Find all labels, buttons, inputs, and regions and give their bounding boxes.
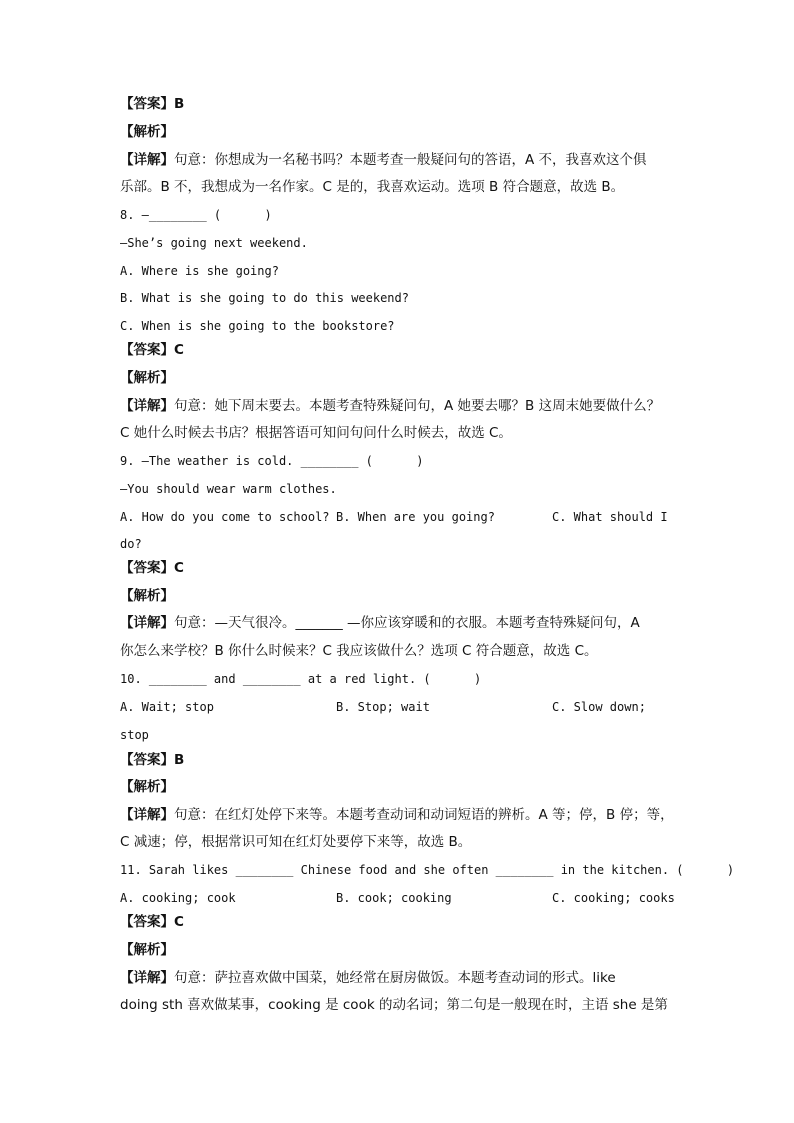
detail-text: 句意：在红灯处停下来等。本题考查动词和动词短语的辨析。A 等；停，B 停；等， — [174, 807, 674, 823]
answer-label: 【解析】 — [120, 124, 174, 140]
explanation-line — [120, 807, 674, 823]
text-line: stop — [120, 728, 149, 742]
detail-text: 句意：你想成为一名秘书吗？本题考查一般疑问句的答语，A 不，我喜欢这个俱 — [174, 152, 647, 168]
detail-label: 【详解】 — [120, 615, 174, 631]
option-c: C. What should I — [552, 510, 668, 524]
explanation-line — [120, 615, 640, 631]
detail-label: 【详解】 — [120, 398, 174, 414]
detail-text: 句意：—天气很冷。_______ —你应该穿暖和的衣服。本题考查特殊疑问句，A — [174, 615, 640, 631]
detail-label: 【详解】 — [120, 807, 174, 823]
detail-text: 句意：萨拉喜欢做中国菜，她经常在厨房做饭。本题考查动词的形式。like — [174, 970, 616, 986]
option-b: B. cook; cooking — [336, 891, 452, 905]
answer-label: 【解析】 — [120, 942, 174, 958]
option-a: A. Wait; stop — [120, 700, 214, 714]
answer-label: 【答案】C — [120, 914, 184, 930]
explanation-line: doing sth 喜欢做某事，cooking 是 cook 的动名词；第二句是一般现在时，主语 she 是第 — [120, 997, 668, 1013]
option-c: C. Slow down; — [552, 700, 646, 714]
explanation-line — [120, 398, 660, 414]
explanation-line: 你怎么来学校？B 你什么时候来？C 我应该做什么？选项 C 符合题意，故选 C。 — [120, 643, 598, 659]
explanation-line: C 减速；停，根据常识可知在红灯处要停下来等，故选 B。 — [120, 834, 472, 850]
detail-label: 【详解】 — [120, 152, 174, 168]
options-row — [120, 890, 720, 906]
explanation-line — [120, 152, 647, 168]
question-stem: 9. —The weather is cold. ________ ( ) — [120, 454, 424, 468]
text-line: B. What is she going to do this weekend? — [120, 291, 409, 305]
explanation-line: 乐部。B 不，我想成为一名作家。C 是的，我喜欢运动。选项 B 符合题意，故选 B。 — [120, 179, 625, 195]
explanation-line: C 她什么时候去书店？根据答语可知问句问什么时候去，故选 C。 — [120, 425, 512, 441]
option-a: A. How do you come to school? — [120, 510, 330, 524]
text-line: do? — [120, 537, 142, 551]
answer-label: 【答案】B — [120, 96, 185, 112]
option-a: A. cooking; cook — [120, 891, 236, 905]
option-b: B. When are you going? — [336, 510, 495, 524]
text-line: A. Where is she going? — [120, 264, 279, 278]
explanation-line — [120, 970, 616, 986]
text-line: —You should wear warm clothes. — [120, 482, 337, 496]
option-b: B. Stop; wait — [336, 700, 430, 714]
answer-label: 【答案】C — [120, 342, 184, 358]
text-line: —She’s going next weekend. — [120, 236, 308, 250]
text-line: C. When is she going to the bookstore? — [120, 319, 395, 333]
option-c: C. cooking; cooks — [552, 891, 675, 905]
answer-label: 【解析】 — [120, 370, 174, 386]
detail-label: 【详解】 — [120, 970, 174, 986]
question-stem: 11. Sarah likes ________ Chinese food and she often ________ in the kitchen. ( ) — [120, 863, 735, 877]
answer-label: 【答案】B — [120, 752, 185, 768]
options-row — [120, 699, 720, 715]
answer-label: 【答案】C — [120, 560, 184, 576]
answer-label: 【解析】 — [120, 588, 174, 604]
detail-text: 句意：她下周末要去。本题考查特殊疑问句，A 她要去哪？B 这周末她要做什么？ — [174, 398, 661, 414]
options-row — [120, 509, 720, 525]
question-stem: 10. ________ and ________ at a red light. ( ) — [120, 672, 482, 686]
question-stem: 8. —________ ( ) — [120, 208, 272, 222]
answer-label: 【解析】 — [120, 779, 174, 795]
